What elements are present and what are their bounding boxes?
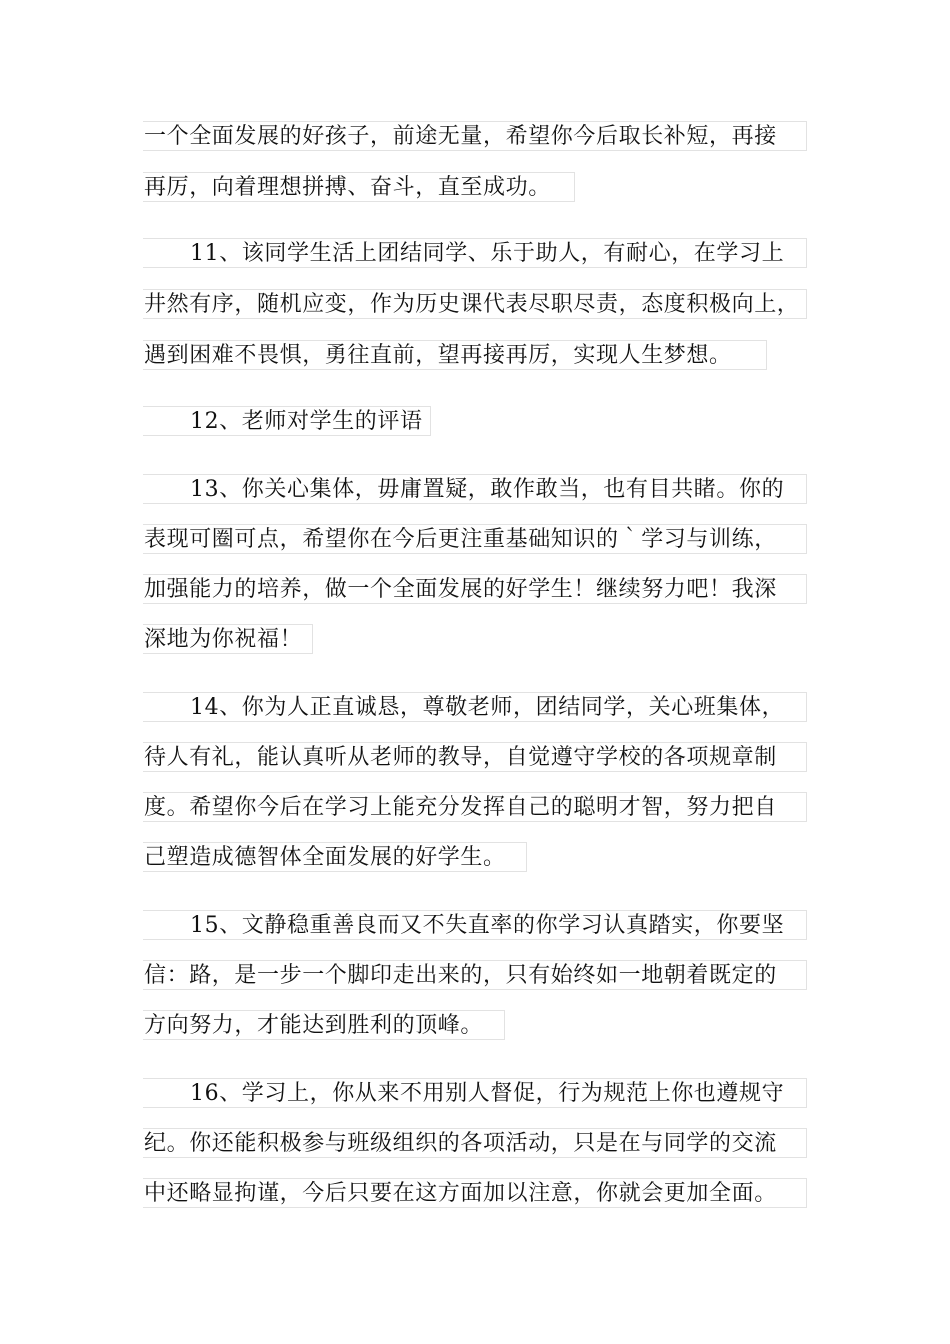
paragraph-15-line-3: 方向努力，才能达到胜利的顶峰。 bbox=[143, 1010, 505, 1040]
paragraph-13-line-2: 表现可圈可点，希望你在今后更注重基础知识的｀学习与训练， bbox=[143, 524, 807, 554]
paragraph-13-line-4: 深地为你祝福！ bbox=[143, 624, 313, 654]
paragraph-14-line-3: 度。希望你今后在学习上能充分发挥自己的聪明才智，努力把自 bbox=[143, 792, 807, 822]
paragraph-14-line-4: 己塑造成德智体全面发展的好学生。 bbox=[143, 842, 527, 872]
paragraph-16-line-1: 16、学习上，你从来不用别人督促，行为规范上你也遵规守 bbox=[143, 1078, 807, 1108]
paragraph-14-line-1: 14、你为人正直诚恳，尊敬老师，团结同学，关心班集体， bbox=[143, 692, 807, 722]
paragraph-11-line-2: 井然有序，随机应变，作为历史课代表尽职尽责，态度积极向上， bbox=[143, 289, 807, 319]
paragraph-11-line-1: 11、该同学生活上团结同学、乐于助人，有耐心，在学习上 bbox=[143, 238, 807, 268]
paragraph-16-line-3: 中还略显拘谨，今后只要在这方面加以注意，你就会更加全面。 bbox=[143, 1178, 807, 1208]
paragraph-14-line-2: 待人有礼，能认真听从老师的教导，自觉遵守学校的各项规章制 bbox=[143, 742, 807, 772]
paragraph-10-line-2: 再厉，向着理想拼搏、奋斗，直至成功。 bbox=[143, 172, 575, 202]
paragraph-13-line-1: 13、你关心集体，毋庸置疑，敢作敢当，也有目共睹。你的 bbox=[143, 474, 807, 504]
paragraph-16-line-2: 纪。你还能积极参与班级组织的各项活动，只是在与同学的交流 bbox=[143, 1128, 807, 1158]
paragraph-12-line-1: 12、老师对学生的评语 bbox=[143, 406, 431, 436]
paragraph-15-line-1: 15、文静稳重善良而又不失直率的你学习认真踏实，你要坚 bbox=[143, 910, 807, 940]
paragraph-15-line-2: 信：路，是一步一个脚印走出来的，只有始终如一地朝着既定的 bbox=[143, 960, 807, 990]
paragraph-10-line-1: 一个全面发展的好孩子，前途无量，希望你今后取长补短，再接 bbox=[143, 121, 807, 151]
paragraph-13-line-3: 加强能力的培养，做一个全面发展的好学生！继续努力吧！我深 bbox=[143, 574, 807, 604]
paragraph-11-line-3: 遇到困难不畏惧，勇往直前，望再接再厉，实现人生梦想。 bbox=[143, 340, 767, 370]
